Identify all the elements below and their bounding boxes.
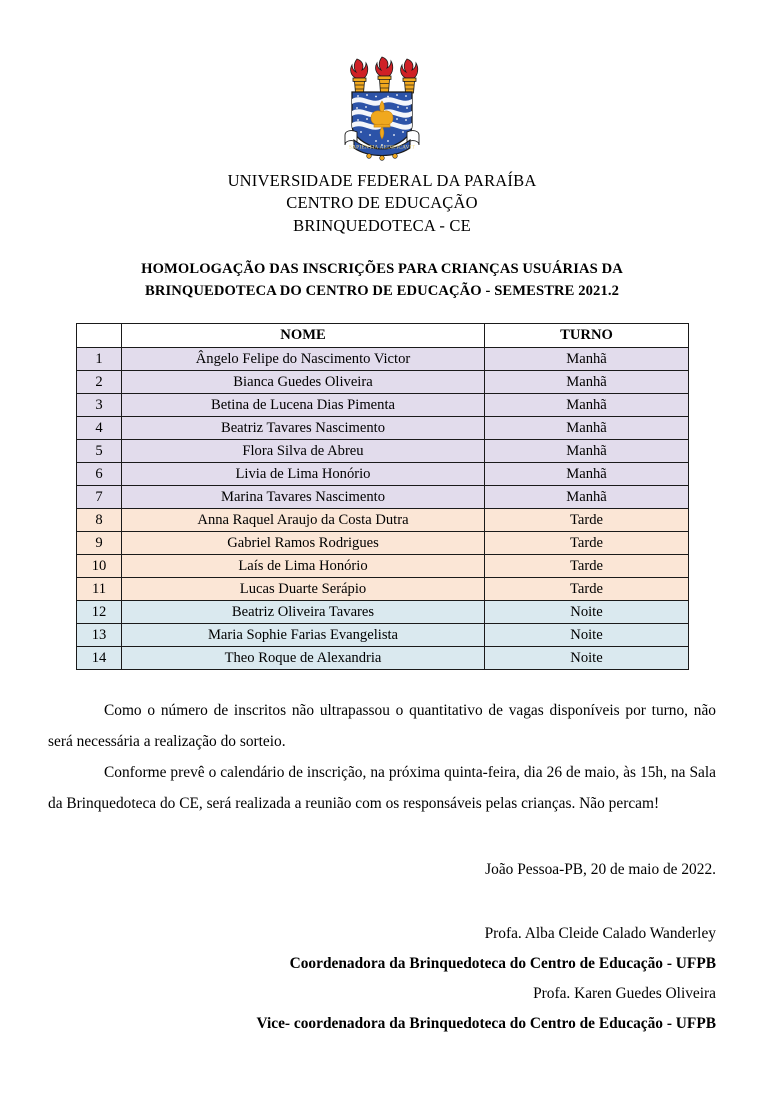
document-title-line-2: BRINQUEDOTECA DO CENTRO DE EDUCAÇÃO - SEMESTRE 2021.2 xyxy=(145,283,619,300)
document-title-line-1: HOMOLOGAÇÃO DAS INSCRIÇÕES PARA CRIANÇAS USUÁRIAS DA xyxy=(141,261,623,278)
body-paragraph-2: Conforme prevê o calendário de inscrição, na próxima quinta-feira, dia 26 de maio, às 15h, na Sala da Brinquedoteca do CE, será realizada a reunião com os responsáveis pelas crianças. Não percam! xyxy=(48,763,716,812)
cell-number: 12 xyxy=(77,601,122,624)
cell-number: 5 xyxy=(77,440,122,463)
table-row xyxy=(77,532,689,555)
body-paragraph-1: Como o número de inscritos não ultrapassou o quantitativo de vagas disponíveis por turno, não será necessária a realização do sorteio. xyxy=(48,702,716,750)
table-row xyxy=(77,647,689,670)
cell-name: Beatriz Oliveira Tavares xyxy=(122,601,485,624)
cell-name: Anna Raquel Araujo da Costa Dutra xyxy=(122,509,485,532)
cell-turno: Tarde xyxy=(485,509,689,532)
cell-name: Maria Sophie Farias Evangelista xyxy=(122,624,485,647)
logo-container xyxy=(0,0,764,162)
table-row xyxy=(77,440,689,463)
table-row xyxy=(77,578,689,601)
table-row xyxy=(77,486,689,509)
cell-turno: Manhã xyxy=(485,463,689,486)
table-header-row xyxy=(77,324,689,348)
cell-number: 3 xyxy=(77,394,122,417)
cell-turno: Noite xyxy=(485,624,689,647)
cell-name: Bianca Guedes Oliveira xyxy=(122,371,485,394)
body-text xyxy=(48,696,716,819)
roster-table-body xyxy=(77,348,689,670)
svg-text:SAPIENTIA AEDIFICAVIT: SAPIENTIA AEDIFICAVIT xyxy=(348,144,416,151)
institution-line-university: UNIVERSIDADE FEDERAL DA PARAÍBA xyxy=(227,171,537,190)
cell-name: Livia de Lima Honório xyxy=(122,463,485,486)
cell-name: Laís de Lima Honório xyxy=(122,555,485,578)
roster-table-container xyxy=(76,323,688,670)
cell-name: Lucas Duarte Serápio xyxy=(122,578,485,601)
table-row xyxy=(77,417,689,440)
table-row xyxy=(77,348,689,371)
column-header-turno: TURNO xyxy=(485,324,689,348)
cell-name: Marina Tavares Nascimento xyxy=(122,486,485,509)
cell-turno: Tarde xyxy=(485,578,689,601)
cell-turno: Tarde xyxy=(485,532,689,555)
cell-turno: Manhã xyxy=(485,348,689,371)
cell-number: 2 xyxy=(77,371,122,394)
roster-table-head xyxy=(77,324,689,348)
signature-role-coordinator: Coordenadora da Brinquedoteca do Centro de Educação - UFPB xyxy=(289,955,716,973)
column-header-name: NOME xyxy=(122,324,485,348)
table-row xyxy=(77,394,689,417)
cell-number: 7 xyxy=(77,486,122,509)
table-row xyxy=(77,371,689,394)
cell-turno: Manhã xyxy=(485,394,689,417)
signature-name-coordinator: Profa. Alba Cleide Calado Wanderley xyxy=(484,925,716,943)
table-row xyxy=(77,555,689,578)
cell-number: 8 xyxy=(77,509,122,532)
table-row xyxy=(77,463,689,486)
cell-number: 1 xyxy=(77,348,122,371)
cell-turno: Manhã xyxy=(485,371,689,394)
cell-turno: Noite xyxy=(485,601,689,624)
cell-name: Beatriz Tavares Nascimento xyxy=(122,417,485,440)
column-header-number xyxy=(77,324,122,348)
signature-role-vice-coordinator: Vice- coordenadora da Brinquedoteca do Centro de Educação - UFPB xyxy=(256,1015,716,1033)
cell-turno: Manhã xyxy=(485,486,689,509)
roster-table xyxy=(76,323,689,670)
cell-name: Betina de Lucena Dias Pimenta xyxy=(122,394,485,417)
institution-line-center: CENTRO DE EDUCAÇÃO xyxy=(286,193,478,213)
cell-number: 10 xyxy=(77,555,122,578)
table-row xyxy=(77,601,689,624)
cell-number: 4 xyxy=(77,417,122,440)
table-row xyxy=(77,509,689,532)
institution-header xyxy=(0,170,764,237)
cell-turno: Tarde xyxy=(485,555,689,578)
cell-number: 14 xyxy=(77,647,122,670)
signature-place-date: João Pessoa-PB, 20 de maio de 2022. xyxy=(485,861,716,879)
cell-name: Gabriel Ramos Rodrigues xyxy=(122,532,485,555)
cell-turno: Noite xyxy=(485,647,689,670)
cell-number: 13 xyxy=(77,624,122,647)
cell-name: Theo Roque de Alexandria xyxy=(122,647,485,670)
cell-name: Ângelo Felipe do Nascimento Victor xyxy=(122,348,485,371)
institution-line-unit: BRINQUEDOTECA - CE xyxy=(293,215,471,235)
ufpb-coat-of-arms-icon xyxy=(339,55,425,162)
cell-name: Flora Silva de Abreu xyxy=(122,440,485,463)
cell-number: 6 xyxy=(77,463,122,486)
cell-turno: Manhã xyxy=(485,417,689,440)
signature-block xyxy=(48,855,716,1039)
signature-name-vice-coordinator: Profa. Karen Guedes Oliveira xyxy=(533,985,716,1003)
cell-number: 9 xyxy=(77,532,122,555)
table-row xyxy=(77,624,689,647)
cell-turno: Manhã xyxy=(485,440,689,463)
document-title xyxy=(82,259,682,303)
cell-number: 11 xyxy=(77,578,122,601)
